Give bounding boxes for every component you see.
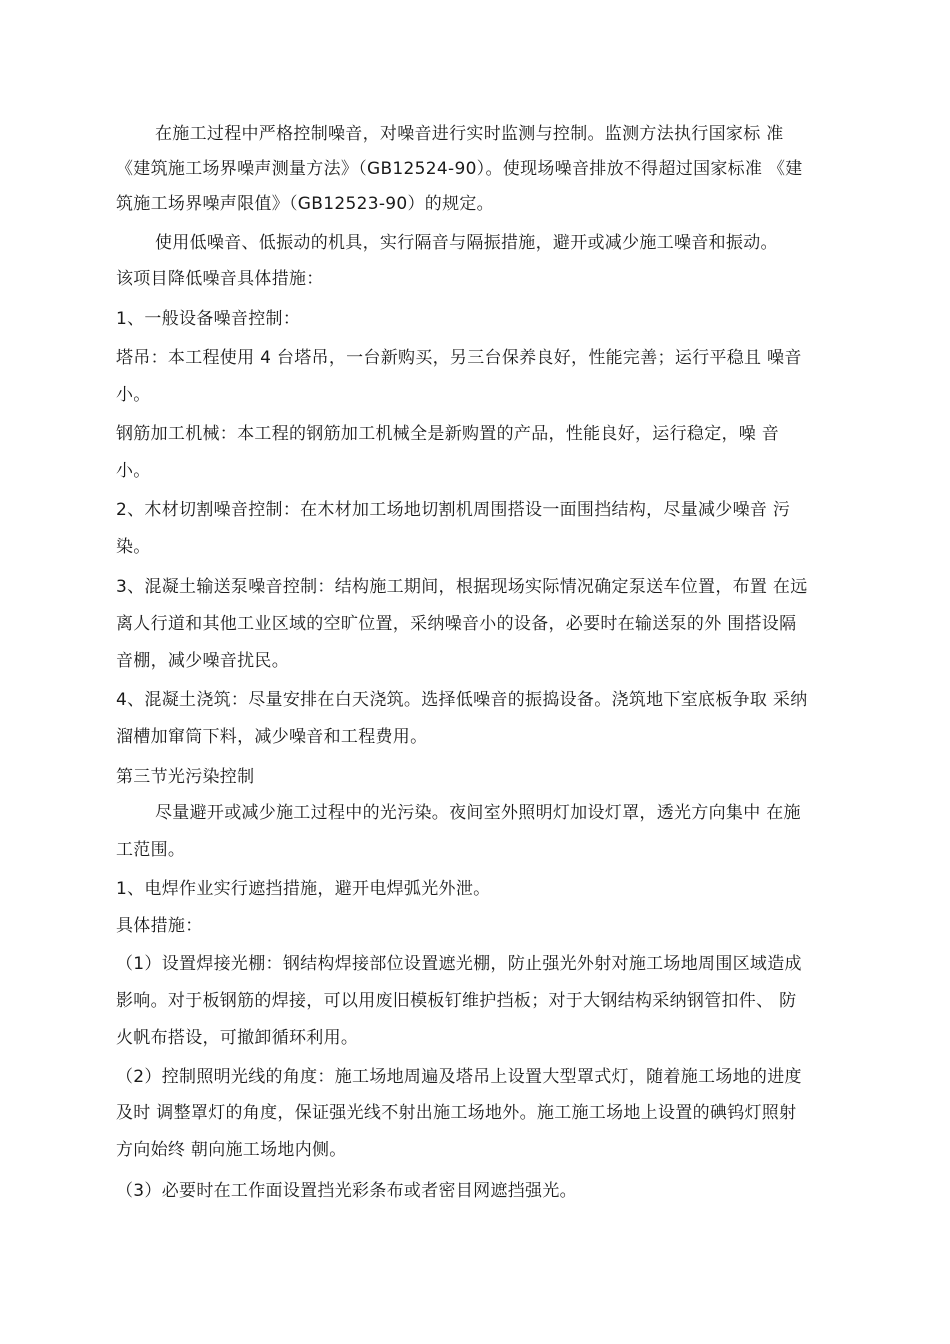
text-line: （2）控制照明光线的角度：施工场地周遍及塔吊上设置大型罩式灯，随着施工场地的进度 (116, 1067, 802, 1087)
text-line: 工范围。 (116, 840, 186, 860)
text-line: 小。 (116, 461, 151, 481)
text-line: 离人行道和其他工业区域的空旷位置，采纳噪音小的设备，必要时在输送泵的外 围搭设隔 (116, 614, 797, 634)
text-line: 钢筋加工机械：本工程的钢筋加工机械全是新购置的产品，性能良好，运行稳定，噪 音 (116, 424, 780, 444)
text-line: （3）必要时在工作面设置挡光彩条布或者密目网遮挡强光。 (116, 1181, 577, 1201)
text-line: 在施工过程中严格控制噪音，对噪音进行实时监测与控制。监测方法执行国家标 准 (155, 124, 784, 144)
text-line: 该项目降低噪音具体措施： (116, 269, 324, 289)
text-line: 尽量避开或减少施工过程中的光污染。夜间室外照明灯加设灯罩，透光方向集中 在施 (155, 803, 801, 823)
text-line: 《建筑施工场界噪声测量方法》（GB12524-90）。使现场噪音排放不得超过国家标准 《建 (116, 159, 803, 179)
text-line: 及时 调整罩灯的角度，保证强光线不射出施工场地外。施工施工场地上设置的碘钨灯照射 (116, 1103, 797, 1123)
text-line: 溜槽加窜筒下料，减少噪音和工程费用。 (116, 727, 428, 747)
text-line: 使用低噪音、低振动的机具，实行隔音与隔振措施，避开或减少施工噪音和振动。 (155, 233, 778, 253)
section-heading: 第三节光污染控制 (116, 767, 255, 787)
text-line: （1）设置焊接光棚：钢结构焊接部位设置遮光棚，防止强光外射对施工场地周围区域造成 (116, 954, 802, 974)
text-line: 具体措施： (116, 916, 203, 936)
text-line: 1、一般设备噪音控制： (116, 309, 301, 329)
text-line: 2、木材切割噪音控制：在木材加工场地切割机周围搭设一面围挡结构，尽量减少噪音 污 (116, 500, 791, 520)
text-line: 筑施工场界噪声限值》（GB12523-90）的规定。 (116, 194, 494, 214)
text-line: 小。 (116, 385, 151, 405)
text-line: 3、混凝土输送泵噪音控制：结构施工期间，根据现场实际情况确定泵送车位置，布置 在远 (116, 577, 808, 597)
text-line: 影响。对于板钢筋的焊接，可以用废旧模板钉维护挡板；对于大钢结构采纳钢管扣件、 防 (116, 991, 797, 1011)
text-line: 1、电焊作业实行遮挡措施，避开电焊弧光外泄。 (116, 879, 491, 899)
text-line: 方向始终 朝向施工场地内侧。 (116, 1140, 347, 1160)
text-line: 染。 (116, 537, 151, 557)
text-line: 4、混凝土浇筑：尽量安排在白天浇筑。选择低噪音的振捣设备。浇筑地下室底板争取 采纳 (116, 690, 808, 710)
text-line: 塔吊：本工程使用 4 台塔吊，一台新购买，另三台保养良好，性能完善；运行平稳且 噪音 (116, 348, 802, 368)
text-line: 音棚，减少噪音扰民。 (116, 651, 289, 671)
text-line: 火帆布搭设，可撤卸循环利用。 (116, 1028, 359, 1048)
